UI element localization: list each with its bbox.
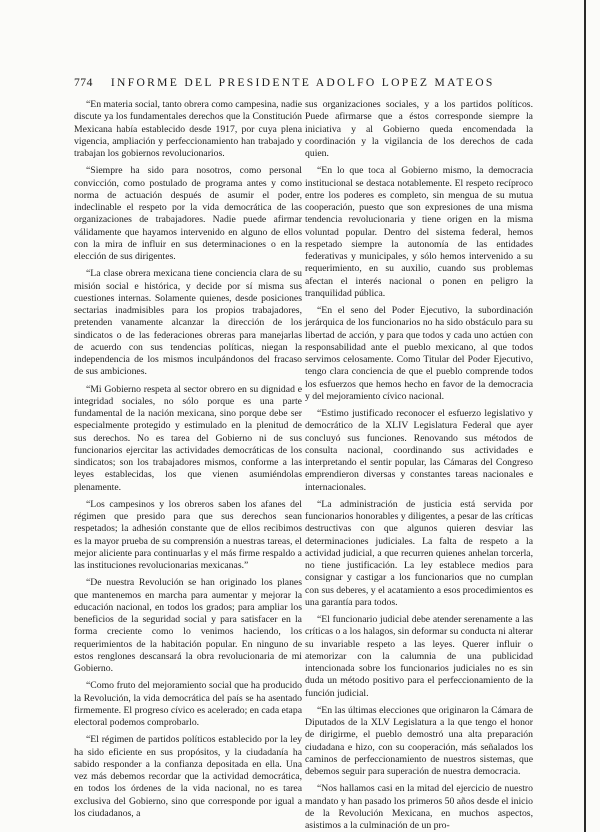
right-paragraph: “La administración de justicia está servida por funcionarios honorables y diligentes, a pesar de las críticas destructivas con que algunos quieren desviar las determinaciones judiciales. La falta de respeto a la actividad judicial, a que recurren quienes anhelan torcerla, no tiene justificación. La ley establece medios para consignar y castigar a los funcionarios que no cumplan con sus deberes, y el acatamiento a esos procedimientos es una garantía para todos.	[305, 498, 533, 608]
left-paragraph: “El régimen de partidos políticos establecido por la ley ha sido eficiente en sus propósitos, y la ciudadanía ha sabido responder a la confianza depositada en ella. Una vez más debemos recordar que la actividad democrática, en todos los órdenes de la vida nacional, no es tarea exclusiva del Gobierno, sino que corresponde por igual a los ciudadanos, a	[74, 734, 302, 819]
left-paragraph: “Mi Gobierno respeta al sector obrero en su dignidad e integridad sociales, no sólo porque es una parte fundamental de la nación mexicana, sino porque debe ser especialmente protegido y estimulado en la plenitud de sus derechos. No es tarea del Gobierno ni de sus funcionarios ejercitar las actividades democráticas de los sindicatos; son los trabajadores mismos, conforme a las leyes establecidas, los que vienen asumiéndolas plenamente.	[74, 383, 302, 493]
running-title: INFORME DEL PRESIDENTE ADOLFO LOPEZ MATEOS	[110, 76, 495, 89]
right-paragraph: “En el seno del Poder Ejecutivo, la subordinación jerárquica de los funcionarios no ha sido obstáculo para su libertad de acción, y para que todos y cada uno actúen con responsabilidad ante el pueblo mexicano, al que todos servimos celosamente. Como Titular del Poder Ejecutivo, tengo clara conciencia de que el pueblo comprende todos los esfuerzos que hemos hecho en favor de la democracia y del mejoramiento cívico nacional.	[305, 305, 533, 402]
left-paragraph: “En materia social, tanto obrera como campesina, nadie discute ya los fundamentales derechos que la Constitución Mexicana había establecido desde 1917, por cuya plena vigencia, ampliación y perfeccionamiento han trabajado y trabajan los gobiernos revolucionarios.	[74, 99, 302, 159]
left-column	[74, 99, 302, 825]
left-paragraph: “Siempre ha sido para nosotros, como personal convicción, como postulado de programa antes y como norma de actuación después de asumir el poder, indeclinable el respeto por la vida democrática de las organizaciones de trabajadores. Nadie puede afirmar válidamente que hayamos intervenido en alguno de ellos con la mira de influir en sus determinaciones o en la elección de sus dirigentes.	[74, 165, 302, 262]
left-paragraph: “La clase obrera mexicana tiene conciencia clara de su misión social e histórica, y decide por sí misma sus cuestiones internas. Solamente quienes, desde posiciones sectarias inadmisibles para los propios trabajadores, pretenden vanamente alcanzar la dirección de los sindicatos o de las federaciones obreras para manejarlas de acuerdo con sus tendencias políticas, niegan la independencia de los mismos inculpándonos del fracaso de sus ambiciones.	[74, 268, 302, 378]
left-paragraph: “Los campesinos y los obreros saben los afanes del régimen que presido para que sus derechos sean respetados; la adhesión constante que de ellos recibimos es la mayor prueba de su comprensión a nuestras tareas, el mejor aliciente para continuarlas y el más firme respaldo a las instituciones revolucionarias mexicanas.”	[74, 498, 302, 571]
left-paragraph: “Como fruto del mejoramiento social que ha producido la Revolución, la vida democrática del país se ha asentado firmemente. El progreso cívico es acelerado; en cada etapa electoral podemos comprobarlo.	[74, 680, 302, 728]
right-paragraph: “Estimo justificado reconocer el esfuerzo legislativo y democrático de la XLIV Legislatura Federal que ayer concluyó sus funciones. Renovando sus métodos de consulta nacional, coordinando sus actividades e interpretando el sentir popular, las Cámaras del Congreso emprendieron diversas y constantes tareas nacionales e internacionales.	[305, 408, 533, 493]
right-paragraph: “El funcionario judicial debe atender serenamente a las críticas o a los halagos, sin deformar su conducta ni alterar su invariable respeto a las leyes. Querer influir o atemorizar con la calumnia de una publicidad intencionada sobre los funcionarios judiciales no es sin duda un método positivo para el perfeccionamiento de la función judicial.	[305, 614, 533, 699]
right-paragraph: “En lo que toca al Gobierno mismo, la democracia institucional se destaca notablemente. El respeto recíproco entre los poderes es completo, sin mengua de su mutua cooperación, puesto que son expresiones de una misma tendencia revolucionaria y tiene origen en la misma voluntad popular. Dentro del sistema federal, hemos respetado siempre la autonomía de las entidades federativas y municipales, y sólo hemos intervenido a su requerimiento, en su auxilio, cuando sus problemas afectan el interés nacional o ponen en peligro la tranquilidad pública.	[305, 165, 533, 299]
page-header	[74, 76, 524, 92]
left-paragraph: “De nuestra Revolución se han originado los planes que mantenemos en marcha para aumentar y mejorar la educación nacional, en todos los grados; para ampliar los beneficios de la seguridad social y para satisfacer en la forma creciente como lo venimos haciendo, los requerimientos de la habitación popular. En ninguno de estos renglones descansará la obra revolucionaria de mi Gobierno.	[74, 577, 302, 674]
right-paragraph: “En las últimas elecciones que originaron la Cámara de Diputados de la XLV Legislatura a la que tengo el honor de dirigirme, el pueblo demostró una alta preparación ciudadana e hizo, con su cooperación, más señalados los caminos de perfeccionamiento de nuestros sistemas, que debemos seguir para superación de nuestra democracia.	[305, 704, 533, 777]
right-paragraph: “Nos hallamos casi en la mitad del ejercicio de nuestro mandato y han pasado los primeros 50 años desde el inicio de la Revolución Mexicana, en muchos aspectos, asistimos a la culminación de un pro-	[305, 783, 533, 831]
right-column	[305, 99, 533, 837]
scan-edge-line	[584, 0, 586, 832]
page-number: 774	[74, 76, 93, 89]
right-paragraph: sus organizaciones sociales, y a los partidos políticos. Puede afirmarse que a éstos corresponde siempre la iniciativa y al Gobierno queda encomendada la coordinación y la vigilancia de los derechos de cada quien.	[305, 99, 533, 159]
